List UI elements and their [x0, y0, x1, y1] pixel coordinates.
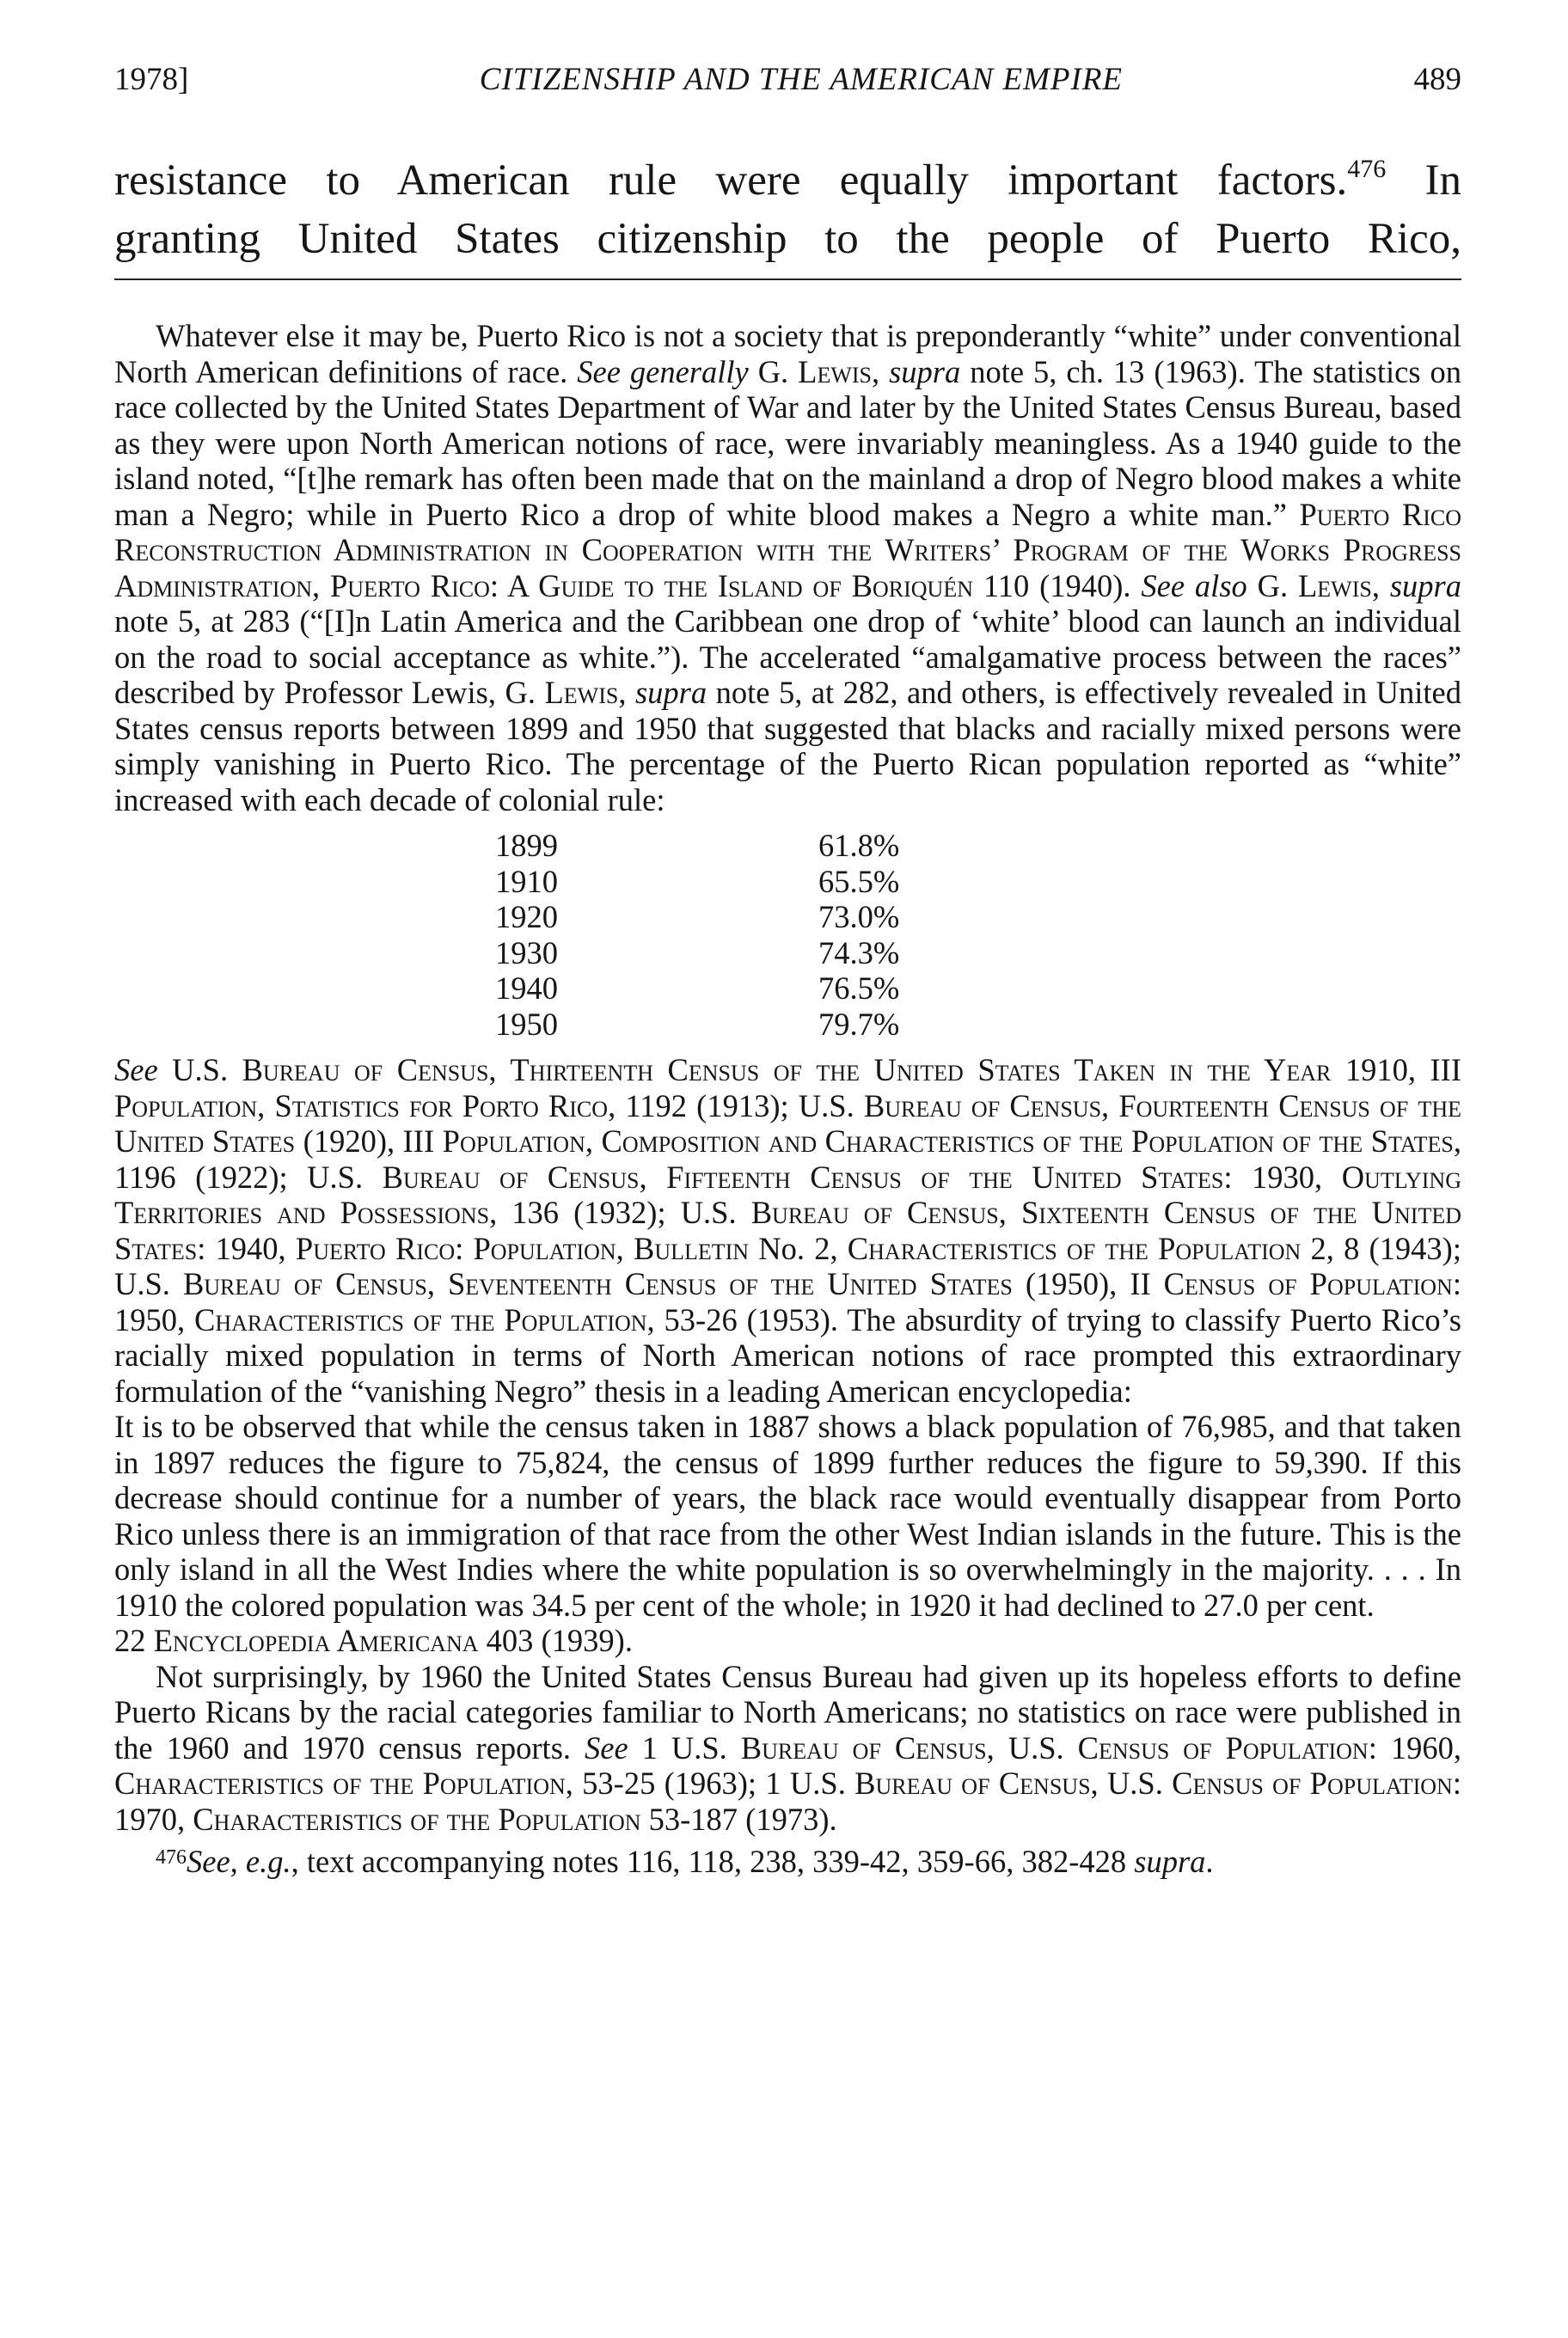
table-year: 1950 [495, 1006, 558, 1042]
signal-see: See [585, 1729, 628, 1766]
table-percent: 61.8% [818, 828, 900, 863]
fn-text: , 53-25 (1963); 1 U.S. [565, 1766, 855, 1801]
source-title: Bureau of Census, U.S. Census of Population [854, 1766, 1453, 1801]
signal-see-eg: See, e.g. [187, 1844, 291, 1879]
source-title: Bureau of Census, Seventeenth Census of the United States [182, 1266, 1013, 1301]
fn-text: G. [748, 353, 799, 389]
footnote-ref-476: 476 [1347, 155, 1387, 183]
author-name: Lewis [1298, 567, 1372, 603]
source-title: Outlying Territories and Possessions [114, 1159, 1461, 1230]
fn-text: , 136 (1932); U.S. [489, 1195, 751, 1230]
body-line-1-text: resistance to American rule were equally important factors. [114, 156, 1348, 205]
fn-text: (1920), III [295, 1123, 443, 1159]
source-title: Bureau of Census, Fifteenth Census of the United States [382, 1159, 1224, 1195]
fn-text: note 5, at 282, and others, is effectively revealed in United States census reports between 1899 and 1950 that suggested that blacks and racially mixed persons were simply vanishing in Puerto Rico. The percentage of the Puerto Rican population reported as “white” increased with each decade of colonial rule: [114, 675, 1462, 817]
body-text [114, 151, 1461, 268]
table-year: 1899 [495, 828, 558, 863]
table-year: 1930 [495, 934, 558, 970]
source-title: Bureau of Census, Fourteenth Census of the United States [114, 1087, 1461, 1159]
signal-supra: supra [634, 675, 707, 710]
table-year: 1910 [495, 863, 558, 899]
source-title: Encyclopedia Americana [153, 1623, 479, 1658]
body-line-1-end: In [1386, 156, 1461, 205]
table-percent: 65.5% [818, 863, 900, 899]
table-percent: 74.3% [818, 934, 900, 970]
fn-text: 22 [114, 1623, 154, 1658]
signal-supra: supra [1389, 567, 1462, 603]
footnote-paragraph-1 [114, 318, 1461, 817]
signal-supra: supra [889, 353, 961, 389]
source-title: Characteristics of the Population [193, 1801, 641, 1837]
fn-text: 2, 8 (1943); U.S. [114, 1230, 1461, 1301]
fn-text: , 1192 (1913); U.S. [608, 1087, 864, 1123]
fn-text: : 1930, [1223, 1159, 1342, 1195]
fn-text: Not surprisingly, by 1960 the United States Census Bureau had given up its hopeless efforts to define Puerto Ricans by the racial categories familiar to North Americans; no statistics on race were published in the 1960 and 1970 census reports. [114, 1658, 1461, 1766]
fn-text: G. [1246, 567, 1298, 603]
fn-text: . [1205, 1844, 1214, 1879]
footnote-476 [114, 1844, 1461, 1880]
fn-text: note 5, at 283 (“[I]n Latin America and the Caribbean one drop of ‘white’ blood can launch an individual on the road to social acceptance as white.”). The accelerated “amalgamative process between the races” described by Professor Lewis, G. [114, 603, 1461, 710]
table-row [495, 828, 899, 864]
table-percent: 79.7% [818, 1006, 900, 1042]
source-title: Bureau of Census, Thirteenth Census of the United States Taken in the Year [242, 1052, 1332, 1087]
fn-text: , 1196 (1922); U.S. [114, 1123, 1461, 1195]
fn-text: 110 (1940). [973, 567, 1142, 603]
table-year: 1940 [495, 970, 558, 1006]
fn-text: 1910, III [1331, 1052, 1461, 1087]
signal-see-generally: See generally [577, 353, 749, 389]
footnote-number: 476 [156, 1846, 187, 1869]
fn-text: , [872, 353, 890, 389]
header-year: 1978] [114, 62, 189, 97]
table-percent: 73.0% [818, 899, 900, 934]
fn-text: (1950), II [1012, 1266, 1164, 1301]
author-name: Lewis [798, 353, 872, 389]
fn-text: : 1960, [1368, 1729, 1461, 1766]
footnote-paragraph-3 [114, 1659, 1461, 1838]
source-title: Puerto Rico Reconstruction Administration in Cooperation with the Writers’ Program of the Works Progress Administration, Puerto Rico: A Guide to the Island of Boriquén [114, 496, 1461, 603]
fn-text: 53-187 (1973). [640, 1801, 837, 1837]
source-title: Population, Composition and Characteristics of the Population of the States [442, 1123, 1454, 1159]
fn-text: 403 (1939). [478, 1623, 633, 1658]
document-page [114, 60, 1461, 1880]
table-row [495, 1007, 899, 1043]
fn-text: note 5, ch. 13 (1963). The statistics on race collected by the United States Department of War and later by the United States Census Bureau, based as they were upon North American notions of race, were invariably meaningless. As a 1940 guide to the island noted, “[t]he remark has often been made that on the mainland a drop of Negro blood makes a white man a Negro; while in Puerto Rico a drop of white blood makes a Negro a white man.” [114, 353, 1462, 532]
fn-text: : 1940, [197, 1230, 296, 1266]
source-title: Characteristics of the Population [114, 1766, 566, 1801]
source-title: Characteristics of the Population [847, 1230, 1302, 1266]
quote-citation [114, 1623, 1461, 1659]
source-title: Bureau of Census, Sixteenth Census of the United States [114, 1195, 1461, 1266]
fn-text: , [618, 675, 635, 710]
encyclopedia-quote: It is to be observed that while the census taken in 1887 shows a black population of 76,985, and that taken in 1897 reduces the figure to 75,824, the census of 1899 further reduces the figure to 59,390. If this decrease should continue for a number of years, the black race would eventually disappear from Porto Rico unless there is an immigration of that race from the other West Indian islands in the future. This is the only island in all the West Indies where the white population is so overwhelmingly in the majority. . . . In 1910 the colored population was 34.5 per cent of the whole; in 1920 it had declined to 27.0 per cent. [114, 1409, 1461, 1623]
author-name: Lewis [544, 675, 619, 710]
footnote-divider [114, 278, 1461, 280]
table-year: 1920 [495, 899, 558, 934]
signal-see-also: See also [1141, 567, 1247, 603]
fn-text: , 53-26 (1953). The absurdity of trying to classify Puerto Rico’s racially mixed population in terms of North American notions of race prompted this extraordinary formulation of the “vanishing Negro” thesis in a leading American encyclopedia: [114, 1301, 1462, 1409]
signal-see: See [114, 1052, 158, 1087]
fn-text: , text accompanying notes 116, 118, 238, 339-42, 359-66, 382-428 [291, 1844, 1135, 1879]
table-row [495, 970, 899, 1007]
white-population-table [495, 828, 899, 1042]
fn-text: 1 U.S. [628, 1729, 741, 1766]
source-title: Population, Statistics for Porto Rico [114, 1087, 609, 1123]
source-title: Census of Population [1163, 1266, 1453, 1301]
table-row [495, 935, 899, 971]
fn-text: U.S. [157, 1052, 242, 1087]
source-title: Puerto Rico: Population, Bulletin [295, 1230, 750, 1266]
footnote-paragraph-2 [114, 1052, 1461, 1409]
table-percent: 76.5% [818, 970, 900, 1006]
fn-text: : 1970, [114, 1766, 1461, 1837]
source-title: Bureau of Census, U.S. Census of Population [740, 1729, 1369, 1766]
header-title: CITIZENSHIP AND THE AMERICAN EMPIRE [479, 62, 1124, 97]
table-row [495, 864, 899, 900]
body-line-2: granting United States citizenship to the people of Puerto Rico, [114, 215, 1461, 263]
fn-text: : 1950, [114, 1266, 1461, 1337]
signal-supra: supra [1134, 1844, 1206, 1879]
table-row [495, 899, 899, 935]
running-header [114, 60, 1461, 100]
page-number: 489 [1413, 62, 1461, 97]
fn-text: , [1371, 567, 1390, 603]
fn-text: Whatever else it may be, Puerto Rico is not a society that is preponderantly “white” under conventional North American definitions of race. [114, 318, 1461, 389]
body-line-1 [114, 151, 1461, 210]
fn-text: No. 2, [749, 1230, 848, 1266]
footnotes [114, 318, 1461, 1880]
source-title: Characteristics of the Population [194, 1301, 647, 1337]
